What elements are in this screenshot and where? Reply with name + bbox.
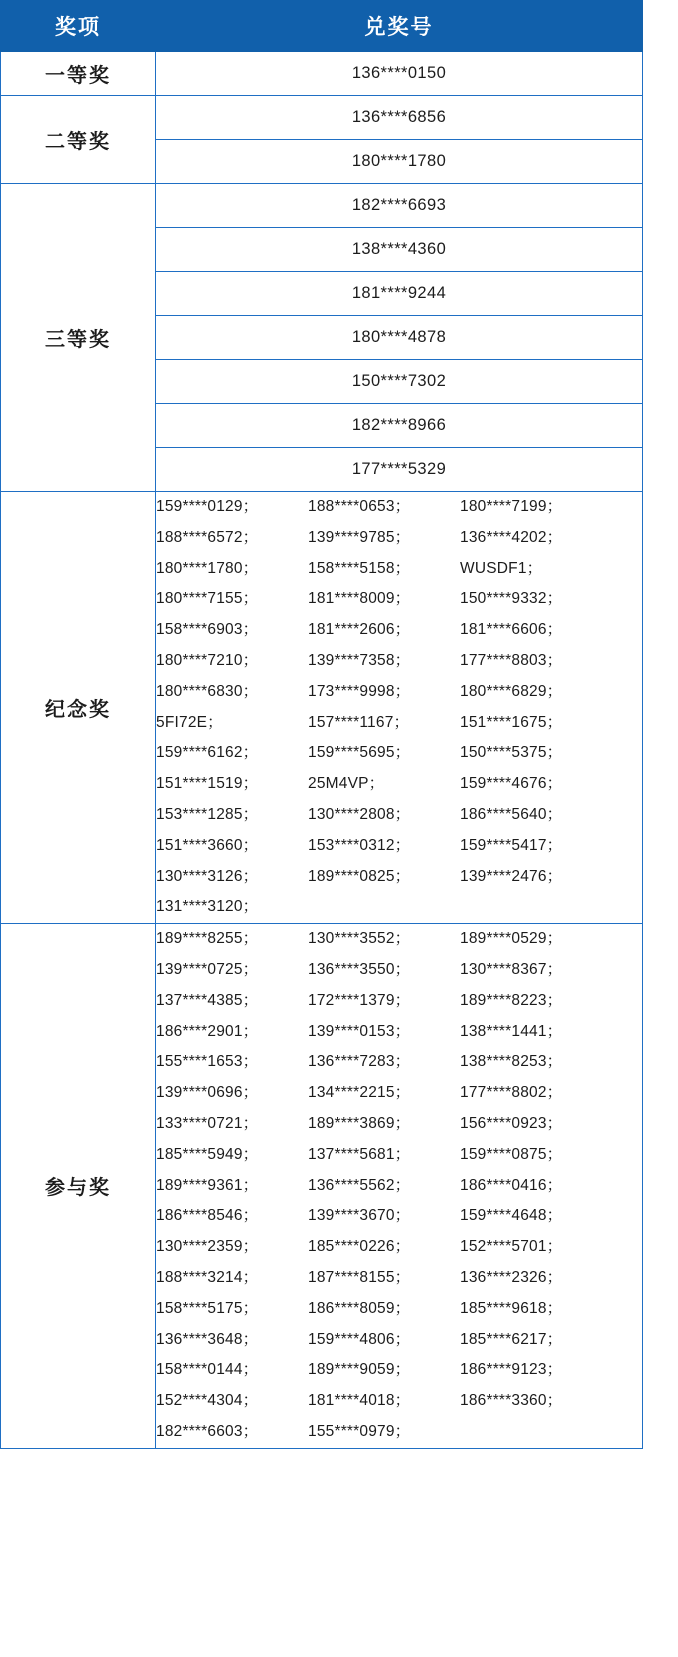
ticket-number: 130****2359； — [156, 1238, 259, 1256]
ticket-number-line — [156, 862, 642, 893]
ticket-number: 158****5175； — [156, 1299, 259, 1317]
ticket-number-list-cell — [156, 492, 643, 924]
table-header-row — [1, 1, 643, 52]
ticket-number: 138****1441； — [460, 1022, 563, 1040]
ticket-number: 186****5640； — [460, 805, 563, 823]
ticket-number-line — [156, 1232, 642, 1263]
ticket-number: 180****7199； — [460, 498, 563, 515]
ticket-number: 150****5375； — [460, 744, 563, 762]
ticket-number: 181****2606； — [308, 621, 411, 639]
ticket-number: 130****3552； — [308, 930, 411, 948]
ticket-number: 181****4018； — [308, 1392, 411, 1410]
ticket-number: WUSDF1； — [460, 559, 543, 577]
ticket-number-line — [156, 646, 642, 677]
ticket-number-cell: 136****0150 — [156, 52, 643, 96]
ticket-number: 177****8803； — [460, 651, 563, 669]
ticket-number: 151****1519； — [156, 775, 259, 793]
ticket-number-cell: 180****1780 — [156, 140, 643, 184]
ticket-number: 130****3126； — [156, 867, 259, 885]
ticket-number-line — [156, 1171, 642, 1202]
table-head — [1, 1, 643, 52]
ticket-number: 139****9785； — [308, 528, 411, 546]
ticket-number-line — [156, 1263, 642, 1294]
ticket-number: 155****0979； — [308, 1422, 411, 1440]
ticket-number: 159****5417； — [460, 836, 563, 854]
ticket-number: 159****4676； — [460, 775, 563, 793]
ticket-number-grid — [156, 492, 642, 923]
ticket-number: 180****7155； — [156, 590, 259, 608]
ticket-number: 186****9123； — [460, 1361, 563, 1379]
ticket-number: 189****9059； — [308, 1361, 411, 1379]
table-row — [1, 52, 643, 96]
ticket-number: 188****0653； — [308, 498, 411, 515]
ticket-number-line — [156, 554, 642, 585]
ticket-number-line — [156, 769, 642, 800]
ticket-number-line — [156, 955, 642, 986]
ticket-number: 177****8802； — [460, 1084, 563, 1102]
ticket-number: 25M4VP； — [308, 775, 385, 793]
ticket-number: 189****3869； — [308, 1114, 411, 1132]
ticket-number: 139****3670； — [308, 1207, 411, 1225]
ticket-number: 136****7283； — [308, 1053, 411, 1071]
ticket-number: 185****9618； — [460, 1299, 563, 1317]
ticket-number-cell: 181****9244 — [156, 272, 643, 316]
ticket-number-line — [156, 584, 642, 615]
prize-category-cell: 三等奖 — [1, 184, 156, 492]
ticket-number: 139****0696； — [156, 1084, 259, 1102]
ticket-number: 157****1167； — [308, 713, 410, 731]
ticket-number-line — [156, 1325, 642, 1356]
ticket-number-line — [156, 1386, 642, 1417]
ticket-number-line — [156, 800, 642, 831]
ticket-number: 134****2215； — [308, 1084, 411, 1102]
ticket-number-cell: 150****7302 — [156, 360, 643, 404]
ticket-number-line — [156, 892, 642, 923]
ticket-number-line — [156, 1109, 642, 1140]
table-row — [1, 492, 643, 924]
ticket-number: 187****8155； — [308, 1268, 411, 1286]
ticket-number: 172****1379； — [308, 991, 411, 1009]
ticket-number: 139****2476； — [460, 867, 563, 885]
ticket-number-cell: 180****4878 — [156, 316, 643, 360]
ticket-number-cell: 182****8966 — [156, 404, 643, 448]
ticket-number: 182****6603； — [156, 1422, 259, 1440]
ticket-number: 180****1780； — [156, 559, 259, 577]
ticket-number: 153****1285； — [156, 805, 259, 823]
ticket-number: 188****6572； — [156, 528, 259, 546]
ticket-number-line — [156, 1417, 642, 1448]
ticket-number: 150****9332； — [460, 590, 563, 608]
ticket-number: 139****0725； — [156, 960, 259, 978]
ticket-number — [308, 892, 460, 923]
ticket-number: 181****6606； — [460, 621, 563, 639]
ticket-number: 186****2901； — [156, 1022, 259, 1040]
prize-category-cell: 一等奖 — [1, 52, 156, 96]
ticket-number-line — [156, 738, 642, 769]
ticket-number: 133****0721； — [156, 1114, 259, 1132]
ticket-number-list-cell — [156, 924, 643, 1449]
ticket-number-cell: 136****6856 — [156, 96, 643, 140]
ticket-number: 137****4385； — [156, 991, 259, 1009]
ticket-number: 180****6830； — [156, 682, 259, 700]
ticket-number-cell: 182****6693 — [156, 184, 643, 228]
ticket-number: 188****3214； — [156, 1268, 259, 1286]
ticket-number — [460, 1417, 612, 1448]
ticket-number-line — [156, 1047, 642, 1078]
ticket-number: 153****0312； — [308, 836, 411, 854]
ticket-number: 158****5158； — [308, 559, 411, 577]
ticket-number: 152****4304； — [156, 1392, 259, 1410]
ticket-number: 189****9361； — [156, 1176, 259, 1194]
ticket-number: 152****5701； — [460, 1238, 563, 1256]
ticket-number: 186****8546； — [156, 1207, 259, 1225]
ticket-number: 189****0529； — [460, 930, 563, 948]
ticket-number: 159****6162； — [156, 744, 259, 762]
ticket-number: 136****4202； — [460, 528, 563, 546]
prize-category-cell: 纪念奖 — [1, 492, 156, 924]
ticket-number: 5FI72E； — [156, 713, 223, 731]
ticket-number: 159****5695； — [308, 744, 411, 762]
table-row — [1, 924, 643, 1449]
ticket-number-line — [156, 1017, 642, 1048]
ticket-number-line — [156, 708, 642, 739]
ticket-number-cell: 177****5329 — [156, 448, 643, 492]
ticket-number: 131****3120； — [156, 898, 259, 916]
ticket-number-line — [156, 677, 642, 708]
ticket-number: 156****0923； — [460, 1114, 563, 1132]
table-body — [1, 52, 643, 1449]
ticket-number-line — [156, 615, 642, 646]
ticket-number-line — [156, 1355, 642, 1386]
ticket-number-line — [156, 492, 642, 523]
ticket-number: 137****5681； — [308, 1145, 411, 1163]
ticket-number: 189****8255； — [156, 930, 259, 948]
table-row — [1, 96, 643, 140]
ticket-number-cell: 138****4360 — [156, 228, 643, 272]
ticket-number-line — [156, 1201, 642, 1232]
ticket-number-grid — [156, 924, 642, 1448]
ticket-number: 155****1653； — [156, 1053, 259, 1071]
ticket-number: 173****9998； — [308, 682, 411, 700]
ticket-number: 189****8223； — [460, 991, 563, 1009]
ticket-number — [460, 892, 612, 923]
prize-category-cell: 二等奖 — [1, 96, 156, 184]
ticket-number: 159****4648； — [460, 1207, 563, 1225]
ticket-number: 151****3660； — [156, 836, 259, 854]
ticket-number: 185****6217； — [460, 1330, 563, 1348]
column-header-prize: 奖项 — [1, 1, 156, 52]
ticket-number-line — [156, 831, 642, 862]
ticket-number-line — [156, 523, 642, 554]
ticket-number-line — [156, 986, 642, 1017]
ticket-number: 180****6829； — [460, 682, 563, 700]
ticket-number: 130****8367； — [460, 960, 563, 978]
ticket-number: 151****1675； — [460, 713, 563, 731]
ticket-number: 158****6903； — [156, 621, 259, 639]
ticket-number: 138****8253； — [460, 1053, 563, 1071]
ticket-number: 185****0226； — [308, 1238, 411, 1256]
ticket-number: 186****8059； — [308, 1299, 411, 1317]
ticket-number: 186****3360； — [460, 1392, 563, 1410]
ticket-number: 139****7358； — [308, 651, 411, 669]
ticket-number-line — [156, 924, 642, 955]
ticket-number: 139****0153； — [308, 1022, 411, 1040]
ticket-number: 130****2808； — [308, 805, 411, 823]
ticket-number: 159****0875； — [460, 1145, 563, 1163]
ticket-number-line — [156, 1078, 642, 1109]
ticket-number: 186****0416； — [460, 1176, 563, 1194]
ticket-number: 158****0144； — [156, 1361, 259, 1379]
ticket-number: 136****5562； — [308, 1176, 411, 1194]
ticket-number: 181****8009； — [308, 590, 411, 608]
ticket-number: 159****0129； — [156, 498, 259, 515]
ticket-number-line — [156, 1140, 642, 1171]
ticket-number: 136****3648； — [156, 1330, 259, 1348]
column-header-ticket: 兑奖号 — [156, 1, 643, 52]
prize-category-cell: 参与奖 — [1, 924, 156, 1449]
table-row — [1, 184, 643, 228]
ticket-number: 180****7210； — [156, 651, 259, 669]
ticket-number: 136****3550； — [308, 960, 411, 978]
ticket-number-line — [156, 1294, 642, 1325]
ticket-number: 136****2326； — [460, 1268, 563, 1286]
ticket-number: 189****0825； — [308, 867, 411, 885]
ticket-number: 185****5949； — [156, 1145, 259, 1163]
ticket-number: 159****4806； — [308, 1330, 411, 1348]
